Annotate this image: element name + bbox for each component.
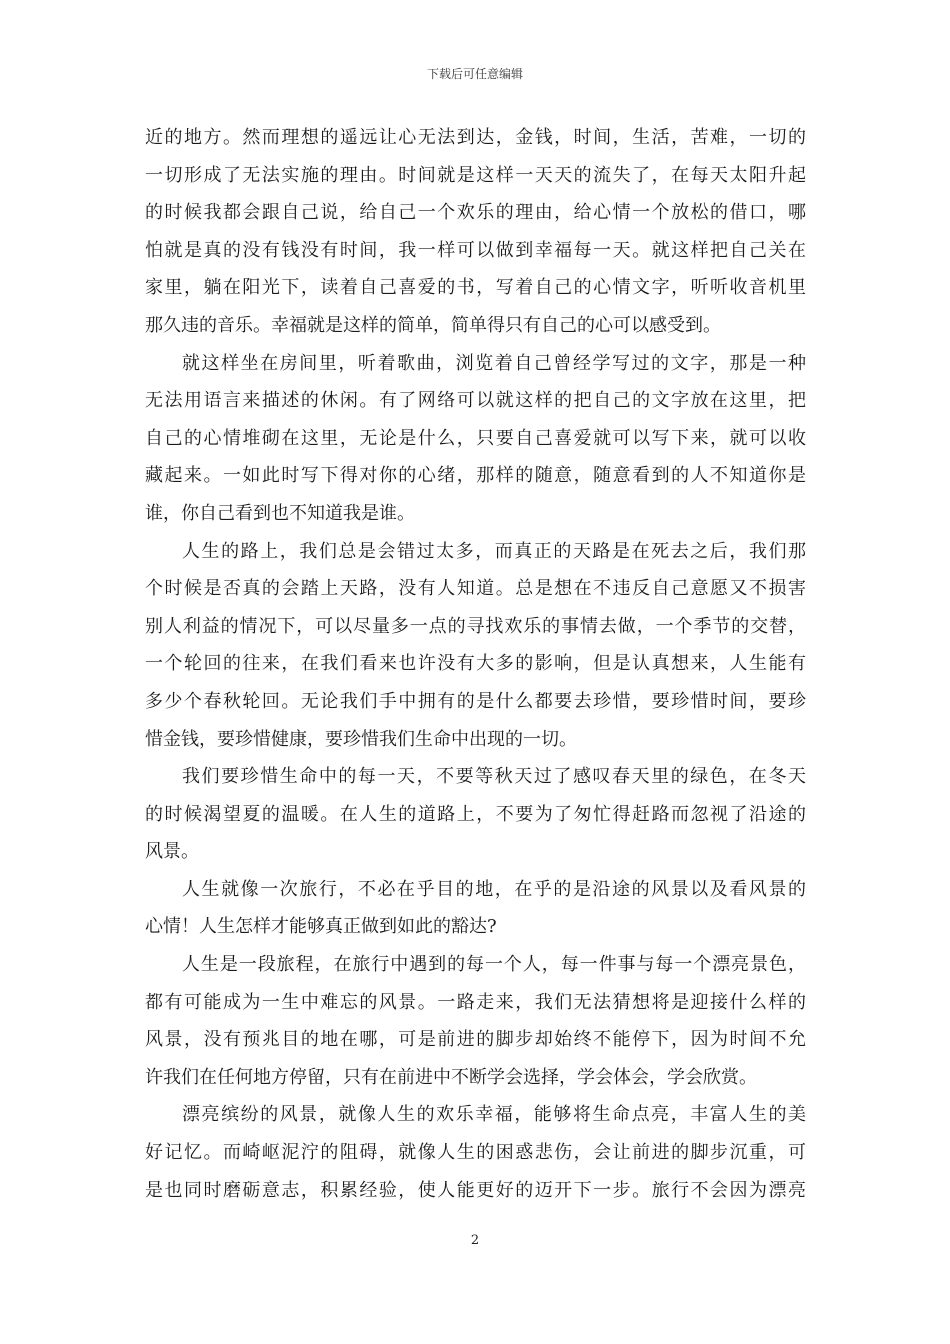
text-line: 谁，你自己看到也不知道我是谁。 xyxy=(145,502,415,524)
text-line: 好记忆。而崎岖泥泞的阻碍，就像人生的困惑悲伤，会让前进的脚步沉重，可 xyxy=(145,1142,806,1164)
text-line: 家里，躺在阳光下，读着自己喜爱的书，写着自己的心情文字，听听收音机里 xyxy=(145,277,806,299)
text-line: 一切形成了无法实施的理由。时间就是这样一天天的流失了，在每天太阳升起 xyxy=(145,164,806,186)
text-line: 都有可能成为一生中难忘的风景。一路走来，我们无法猜想将是迎接什么样的 xyxy=(145,991,806,1013)
text-line: 个时候是否真的会踏上天路，没有人知道。总是想在不违反自己意愿又不损害 xyxy=(145,578,806,600)
text-line: 漂亮缤纷的风景，就像人生的欢乐幸福，能够将生命点亮，丰富人生的美 xyxy=(182,1104,806,1126)
text-line: 的时候我都会跟自己说，给自己一个欢乐的理由，给心情一个放松的借口，哪 xyxy=(145,202,806,224)
text-line: 人生是一段旅程，在旅行中遇到的每一个人，每一件事与每一个漂亮景色， xyxy=(182,954,806,976)
text-line: 我们要珍惜生命中的每一天，不要等秋天过了感叹春天里的绿色，在冬天 xyxy=(182,766,806,788)
text-line: 那久违的音乐。幸福就是这样的简单，简单得只有自己的心可以感受到。 xyxy=(145,314,721,336)
text-line: 近的地方。然而理想的遥远让心无法到达，金钱，时间，生活，苦难，一切的 xyxy=(145,127,806,148)
text-line: 一个轮回的往来，在我们看来也许没有大多的影响，但是认真想来，人生能有 xyxy=(145,653,806,675)
text-line: 人生的路上，我们总是会错过太多，而真正的天路是在死去之后，我们那 xyxy=(182,540,806,562)
text-line: 风景。 xyxy=(145,841,199,863)
text-line: 无法用语言来描述的休闲。有了网络可以就这样的把自己的文字放在这里，把 xyxy=(145,390,806,412)
text-line: 风景，没有预兆目的地在哪，可是前进的脚步却始终不能停下，因为时间不允 xyxy=(145,1029,806,1051)
document-body xyxy=(145,119,806,1209)
text-line: 藏起来。一如此时写下得对你的心绪，那样的随意，随意看到的人不知道你是 xyxy=(145,465,806,487)
page-header: 下载后可任意编辑 xyxy=(426,67,523,81)
text-line: 多少个春秋轮回。无论我们手中拥有的是什么都要去珍惜，要珍惜时间，要珍 xyxy=(145,690,806,712)
text-line: 人生就像一次旅行，不必在乎目的地，在乎的是沿途的风景以及看风景的 xyxy=(182,878,806,900)
text-line: 心情！人生怎样才能够真正做到如此的豁达? xyxy=(145,916,497,938)
text-line: 是也同时磨砺意志，积累经验，使人能更好的迈开下一步。旅行不会因为漂亮 xyxy=(145,1179,806,1201)
text-line: 自己的心情堆砌在这里，无论是什么，只要自己喜爱就可以写下来，就可以收 xyxy=(145,427,806,449)
text-line: 就这样坐在房间里，听着歌曲，浏览着自己曾经学写过的文字，那是一种 xyxy=(182,352,806,374)
text-line: 许我们在任何地方停留，只有在前进中不断学会选择，学会体会，学会欣赏。 xyxy=(145,1066,757,1088)
text-line: 别人利益的情况下，可以尽量多一点的寻找欢乐的事情去做，一个季节的交替， xyxy=(145,615,806,637)
text-line: 惜金钱，要珍惜健康，要珍惜我们生命中出现的一切。 xyxy=(145,728,577,750)
text-line: 怕就是真的没有钱没有时间，我一样可以做到幸福每一天。就这样把自己关在 xyxy=(145,239,806,261)
text-line: 的时候渴望夏的温暖。在人生的道路上，不要为了匆忙得赶路而忽视了沿途的 xyxy=(145,803,806,825)
page-number: 2 xyxy=(470,1233,480,1248)
